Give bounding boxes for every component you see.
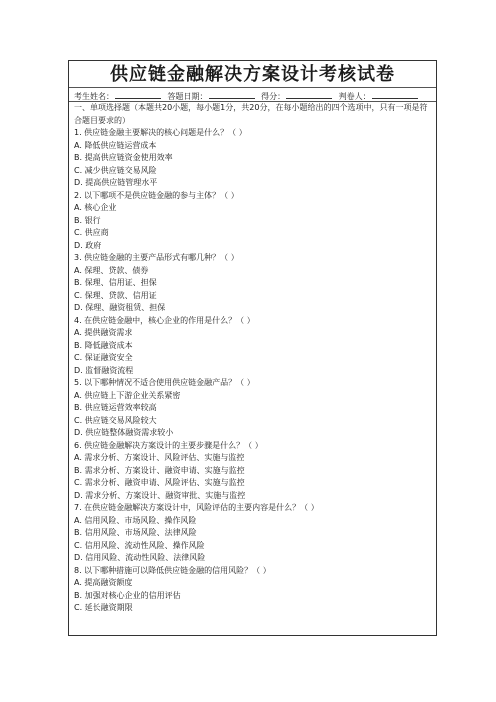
question-stem: 5. 以下哪种情况不适合使用供应链金融产品？（ ） <box>74 378 255 387</box>
score-field[interactable] <box>286 89 332 99</box>
date-label: 答题日期： <box>167 92 208 101</box>
date-field[interactable] <box>209 89 255 99</box>
answer-option: B. 降低融资成本 <box>74 340 133 350</box>
question-stem: 3. 供应链金融的主要产品形式有哪几种？（ ） <box>74 253 239 262</box>
answer-option: A. 保理、贷款、债券 <box>74 265 149 275</box>
answer-option: C. 保证融资安全 <box>74 353 133 362</box>
question-stem: 2. 以下哪项不是供应链金融的参与主体？（ ） <box>74 190 239 200</box>
question-list <box>74 127 432 615</box>
answer-option: D. 信用风险、流动性风险、法律风险 <box>74 553 206 562</box>
answer-option: C. 供应商 <box>74 228 109 237</box>
answer-option: C. 减少供应链交易风险 <box>74 165 157 175</box>
exam-sheet <box>68 60 437 636</box>
answer-option: C. 保理、贷款、信用证 <box>74 290 157 300</box>
answer-option: B. 供应链运营效率较高 <box>74 403 157 412</box>
question-stem: 7. 在供应链金融解决方案设计中，风险评估的主要内容是什么？（ ） <box>74 503 319 512</box>
name-field[interactable] <box>115 89 161 99</box>
answer-option: C. 延长融资期限 <box>74 603 133 612</box>
section-header: 一、单项选择题（本题共20小题，每小题1分，共20分，在每小题给出的四个选项中，只有一项是符合题目要求的） <box>74 103 428 125</box>
answer-option: B. 保理、信用证、担保 <box>74 278 157 287</box>
answer-option: A. 提高融资额度 <box>74 578 133 587</box>
title-divider <box>69 87 436 88</box>
exam-title: 供应链金融解决方案设计考核试卷 <box>110 64 395 85</box>
question-stem: 1. 供应链金融主要解决的核心问题是什么？（ ） <box>74 128 247 137</box>
answer-option: C. 供应链交易风险较大 <box>74 415 157 425</box>
answer-option: B. 银行 <box>74 215 101 225</box>
answer-option: D. 需求分析、方案设计、融资审批、实施与监控 <box>74 490 246 500</box>
question-stem: 8. 以下哪种措施可以降低供应链金融的信用风险？（ ） <box>74 565 271 575</box>
answer-option: A. 供应链上下游企业关系紧密 <box>74 390 181 400</box>
answer-option: A. 信用风险、市场风险、操作风险 <box>74 515 197 525</box>
answer-option: C. 需求分析、融资申请、风险评估、实施与监控 <box>74 478 245 487</box>
answer-option: A. 降低供应链运营成本 <box>74 140 157 150</box>
answer-option: B. 加强对核心企业的信用评估 <box>74 590 181 600</box>
answer-option: D. 监督融资流程 <box>74 365 134 375</box>
answer-option: D. 保理、融资租赁、担保 <box>74 303 166 312</box>
score-label: 得分： <box>261 92 286 101</box>
answer-option: B. 需求分析、方案设计、融资申请、实施与监控 <box>74 465 245 475</box>
answer-option: B. 信用风险、市场风险、法律风险 <box>74 528 197 537</box>
answer-option: D. 提高供应链管理水平 <box>74 178 158 187</box>
grader-label: 判卷人： <box>338 92 371 101</box>
answer-option: B. 提高供应链资金使用效率 <box>74 153 173 162</box>
answer-option: C. 信用风险、流动性风险、操作风险 <box>74 540 205 550</box>
answer-option: A. 核心企业 <box>74 203 117 212</box>
answer-option: A. 需求分析、方案设计、风险评估、实施与监控 <box>74 453 245 462</box>
grader-field[interactable] <box>372 89 418 99</box>
answer-option: A. 提供融资需求 <box>74 328 133 337</box>
question-stem: 4. 在供应链金融中，核心企业的作用是什么？（ ） <box>74 315 255 325</box>
name-label: 考生姓名： <box>74 92 114 101</box>
answer-option: D. 供应链整体融资需求较小 <box>74 428 174 437</box>
answer-option: D. 政府 <box>74 240 102 250</box>
question-stem: 6. 供应链金融解决方案设计的主要步骤是什么？（ ） <box>74 440 263 450</box>
